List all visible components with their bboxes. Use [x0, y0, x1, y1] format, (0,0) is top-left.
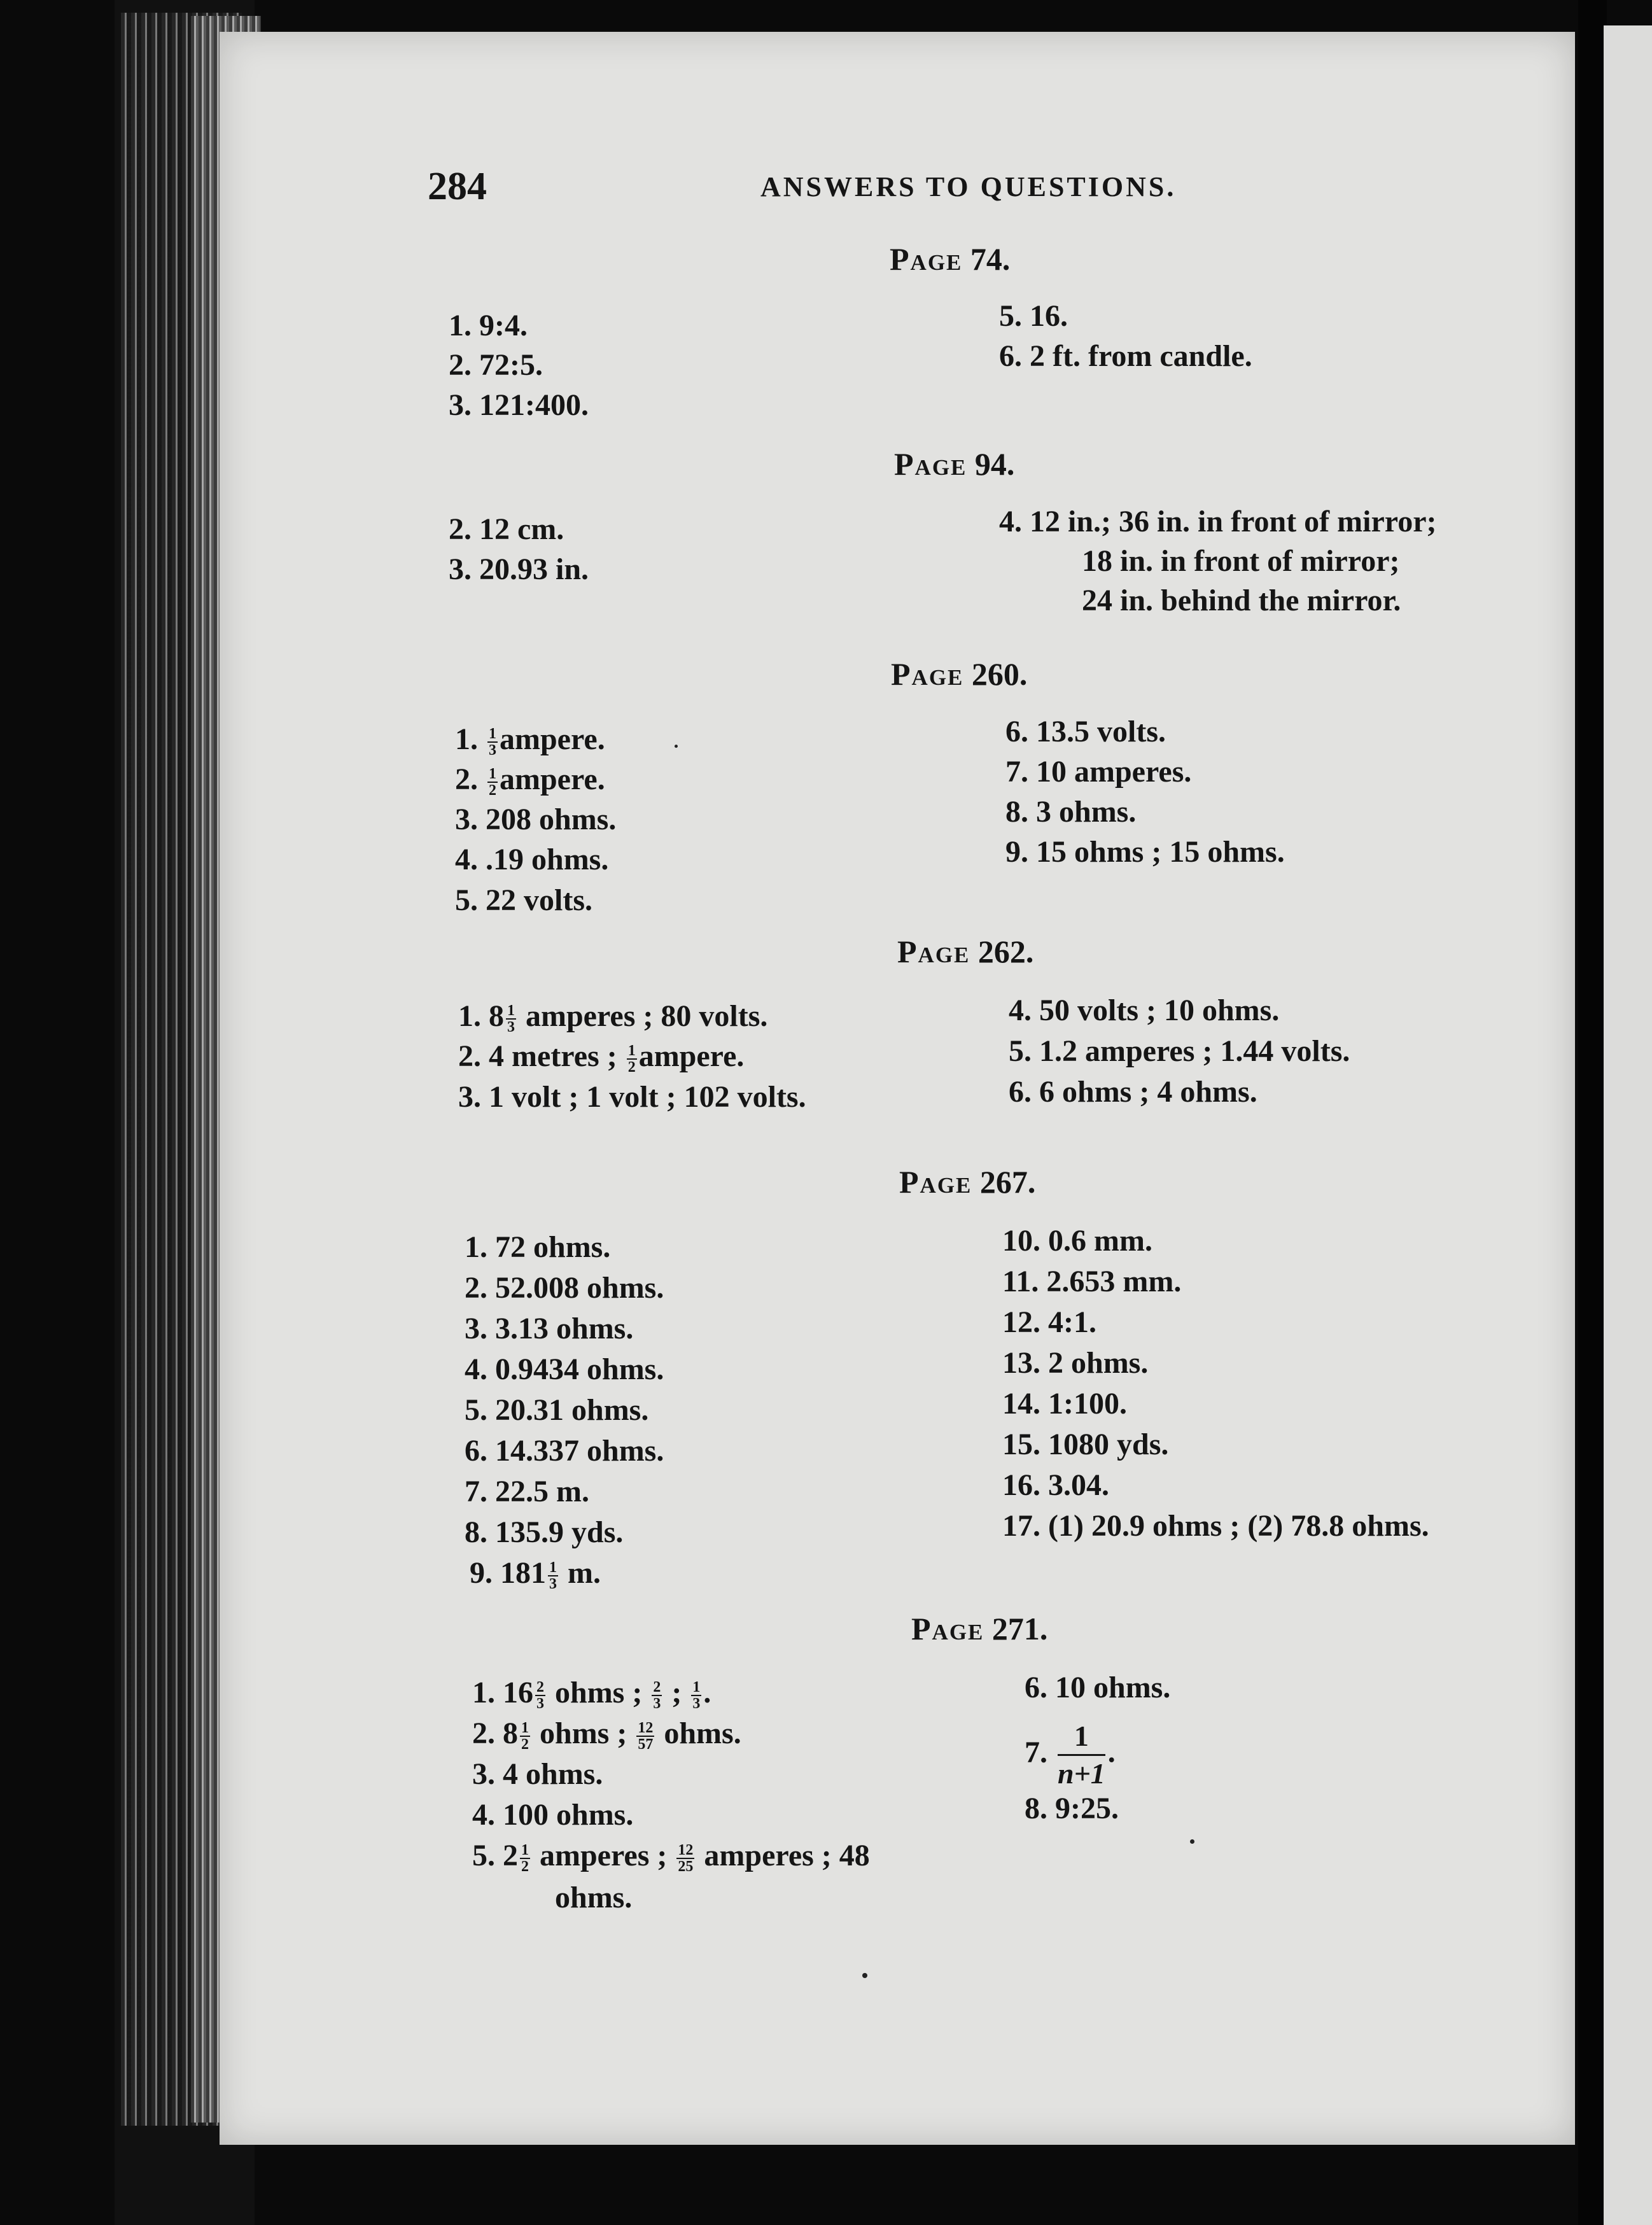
answer-item: 8. 9:25.: [1025, 1792, 1119, 1825]
answer-item: 3. 1 volt ; 1 volt ; 102 volts.: [458, 1080, 806, 1114]
answer-item: 5. 22 volts.: [455, 883, 592, 917]
answer-item-continued: ohms.: [555, 1881, 633, 1914]
fraction: $\frac{1}{3}$: [507, 1002, 515, 1035]
answer-item: 6. 6 ohms ; 4 ohms.: [1009, 1075, 1257, 1109]
answer-item: 9. 181 $\frac{1}{3}$ m.: [470, 1556, 601, 1592]
fraction: $\frac{1}{n+1}$: [1058, 1720, 1105, 1790]
answer-item: 5. 1.2 amperes ; 1.44 volts.: [1009, 1034, 1350, 1068]
print-speck: [1190, 1839, 1194, 1844]
answer-item: 17. (1) 20.9 ohms ; (2) 78.8 ohms.: [1002, 1509, 1429, 1543]
book-page: [220, 32, 1575, 2145]
fraction: $\frac{12}{25}$: [678, 1841, 694, 1875]
fraction: $\frac{1}{3}$: [489, 725, 496, 759]
fraction: $\frac{1}{3}$: [692, 1678, 701, 1712]
answer-item: 2. 4 metres ; $\frac{1}{2}$ ampere.: [458, 1039, 745, 1076]
fraction: $\frac{1}{2}$: [521, 1841, 529, 1875]
answer-item: 3. 208 ohms.: [455, 803, 617, 836]
section-heading: Page 74.: [890, 241, 1011, 277]
answer-item-continued: 24 in. behind the mirror.: [1082, 584, 1401, 617]
answer-item: 2. 72:5.: [449, 348, 543, 382]
answer-item: 4. 50 volts ; 10 ohms.: [1009, 993, 1280, 1027]
answer-item: 10. 0.6 mm.: [1002, 1224, 1152, 1258]
answer-item: 1. 9:4.: [449, 309, 528, 342]
answer-item: 2. 52.008 ohms.: [465, 1271, 664, 1305]
answer-item: 4. 0.9434 ohms.: [465, 1352, 664, 1386]
answer-item: 13. 2 ohms.: [1002, 1346, 1149, 1380]
fraction: $\frac{2}{3}$: [536, 1678, 544, 1712]
page-number: 284: [428, 165, 487, 208]
section-heading: Page 260.: [891, 656, 1028, 692]
answer-item: 1. 72 ohms.: [465, 1230, 611, 1264]
answer-item: 3. 121:400.: [449, 388, 589, 422]
section-heading: Page 94.: [894, 446, 1015, 482]
page-title: ANSWERS TO QUESTIONS.: [760, 171, 1177, 202]
answer-item: 6. 10 ohms.: [1025, 1671, 1171, 1704]
answer-item: 15. 1080 yds.: [1002, 1428, 1169, 1461]
print-speck: [862, 1973, 867, 1978]
answer-item: 7. 22.5 m.: [465, 1475, 589, 1508]
fraction: $\frac{1}{2}$: [489, 765, 496, 799]
answer-item: 5. 20.31 ohms.: [465, 1393, 649, 1427]
book-gutter: [1578, 0, 1607, 2225]
fraction: $\frac{12}{57}$: [638, 1719, 654, 1753]
answer-item: 4. .19 ohms.: [455, 843, 609, 876]
answer-item: 8. 3 ohms.: [1005, 795, 1137, 829]
section-heading: Page 267.: [899, 1164, 1036, 1200]
answer-item: 3. 20.93 in.: [449, 552, 589, 586]
answer-item: 2. 8 $\frac{1}{2}$ ohms ; $\frac{12}{57}$ ohms.: [472, 1716, 741, 1753]
fraction: $\frac{1}{3}$: [549, 1559, 557, 1592]
answer-item: 5. 2 $\frac{1}{2}$ amperes ; $\frac{12}{25}$ amperes ; 48: [472, 1839, 870, 1875]
answer-item: 3. 3.13 ohms.: [465, 1312, 634, 1345]
answer-item: 2. 12 cm.: [449, 512, 564, 546]
answer-item: 1. 8 $\frac{1}{3}$ amperes ; 80 volts.: [458, 999, 768, 1035]
answer-item: 4. 12 in.; 36 in. in front of mirror;: [999, 505, 1437, 538]
print-speck: [675, 745, 678, 748]
answer-item: 2. $\frac{1}{2}$ ampere.: [455, 762, 605, 799]
section-heading: Page 262.: [897, 934, 1034, 969]
answer-item: 9. 15 ohms ; 15 ohms.: [1005, 835, 1285, 869]
fraction: $\frac{1}{2}$: [521, 1719, 529, 1753]
answer-item: 1. 16 $\frac{2}{3}$ ohms ; $\frac{2}{3}$ ; $\frac{1}{3}$ .: [472, 1676, 711, 1712]
section-heading: Page 271.: [911, 1611, 1048, 1646]
answer-item: 6. 14.337 ohms.: [465, 1434, 664, 1468]
answer-item: 6. 13.5 volts.: [1005, 715, 1166, 748]
answer-item: 5. 16.: [999, 299, 1068, 333]
answer-item: 3. 4 ohms.: [472, 1757, 603, 1791]
answer-item: 11. 2.653 mm.: [1002, 1265, 1182, 1298]
fraction: $\frac{2}{3}$: [653, 1678, 661, 1712]
answer-item: 12. 4:1.: [1002, 1305, 1096, 1339]
answer-item: 14. 1:100.: [1002, 1387, 1127, 1421]
answer-item: 16. 3.04.: [1002, 1468, 1109, 1502]
answer-item: 6. 2 ft. from candle.: [999, 339, 1252, 373]
fraction: $\frac{1}{2}$: [627, 1042, 636, 1076]
answer-item: 1. $\frac{1}{3}$ ampere.: [455, 722, 605, 759]
answer-item: 7. $\frac{1}{n+1}$ .: [1025, 1718, 1116, 1792]
answer-item: 8. 135.9 yds.: [465, 1515, 624, 1549]
answer-item-continued: 18 in. in front of mirror;: [1082, 544, 1400, 578]
facing-page-edge: [1604, 25, 1652, 2225]
answer-item: 4. 100 ohms.: [472, 1798, 634, 1832]
answer-item: 7. 10 amperes.: [1005, 755, 1192, 789]
